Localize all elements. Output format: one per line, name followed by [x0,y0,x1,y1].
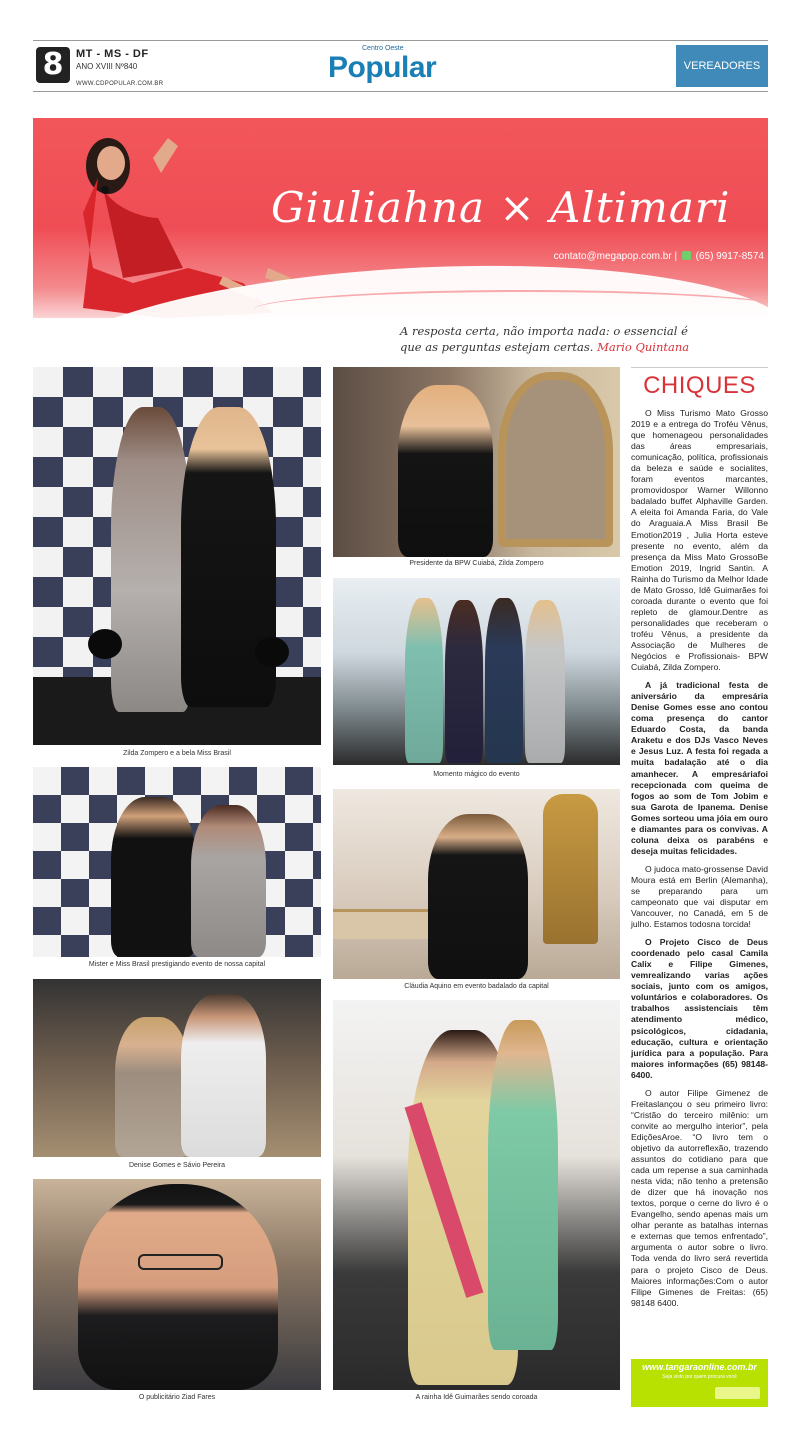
column-paragraph: O Projeto Cisco de Deus coordenado pelo casal Camila Calix e Filipe Gimenes, vemrealizando varias ações sociais, junto com os amigos, voluntários e colaboradores. Os trabalhos assistenciais têm atendimento médico, psicológicos, cidadania, educação, cultura e orientação jurídica para a população. Para maiores informações (65) 98148-6400. [631,937,768,1080]
columnist-name: Giuliahna × Altimari [271,183,731,232]
spotlight [88,629,122,659]
photo-caption: Momento mágico do evento [433,771,520,778]
photo-caption: O publicitário Ziad Fares [138,1394,216,1401]
figure-claudia [428,814,528,979]
masthead [33,40,768,92]
figure-ziad [78,1184,278,1390]
glasses [138,1254,223,1270]
photo-mister-miss-brasil[interactable] [33,767,321,957]
edition-label: ANO XVIII Nº840 [76,62,138,71]
contact-email[interactable]: contato@megapop.com.br [553,251,672,262]
quote-author: Mario Quintana [597,340,690,354]
section-tab[interactable]: VEREADORES [676,45,768,87]
page-number: 8 [36,47,70,83]
contact-phone[interactable]: (65) 9917-8574 [695,251,764,262]
figure-miss [445,600,483,763]
whatsapp-icon [682,251,691,260]
quote-text: A resposta certa, não importa nada: o essencial é que as perguntas estejam certas. [400,324,688,354]
website-link[interactable]: WWW.CDPOPULAR.COM.BR [76,81,164,87]
photo-caption: Cláudia Aquino em evento badalado da capital [404,983,549,990]
photo-zilda-miss-brasil[interactable] [33,367,321,745]
photo-coronation[interactable] [333,1000,620,1390]
photo-caption: A rainha Idê Guimarães sendo coroada [415,1394,538,1401]
column-banner [33,118,768,318]
table [333,909,433,939]
newspaper-logo[interactable] [328,45,458,85]
region-label: MT - MS - DF [76,48,149,60]
column-paragraph: O judoca mato-grossense David Moura está em Berlin (Alemanha), se preparando para um campeonato que vai disputar em Vancouver, no Canadá, em 5 de julho. Estamos todosna torcida! [631,863,768,930]
figure-mister [111,797,196,957]
photo-bpw-president[interactable] [333,367,620,557]
figure-miss [525,600,565,763]
figure-miss [485,598,523,763]
column-paragraph: O Miss Turismo Mato Grosso 2019 e a entrega do Troféu Vênus, que homenageou personalidades das áreas empresariais, comunicação, política, profissionais da beleza e saúde e socialites, foram eventos marcantes, promovidospor Warner Willonno badalado buffet Alphaville Garden. A eleita foi Amanda Faria, do Vale do Araguaia.A Miss Brasil Be Emotion2019 , Julia Horta esteve presente no evento, além da presença da Miss Mato GrossoBe Emotion 2019, Ingrid Santin. A Rainha do Turismo da Melhor Idade de Mato Grosso, Idê Guimarães foi coroada durante o evento que foi repleto de glamour.Dentre as personalidades que receberam o troféu Vênus, a presidente da Associação de Mulheres de Negócios e Profissionais- BPW Cuiabá, Zilda Zompero. [631,408,768,673]
photo-caption: Denise Gomes e Sávio Pereira [128,1162,226,1169]
figure-miss [405,598,443,763]
figure-miss [488,1020,558,1350]
mirror-frame [498,372,613,547]
figure-miss [191,805,266,957]
spotlight [255,637,289,667]
golden-vase [543,794,598,944]
logo-subtitle: Centro Oeste [362,45,404,52]
advertisement[interactable] [631,1359,768,1407]
figure-miss [111,407,191,712]
figure-denise [115,1017,190,1157]
column-title: CHIQUES [631,367,768,408]
social-column [631,367,768,1316]
photo-caption: Zilda Zompero e a bela Miss Brasil [123,750,231,757]
photo-claudia-aquino[interactable] [333,789,620,979]
figure-savio [181,994,266,1157]
ad-logo [715,1387,760,1399]
column-paragraph: O autor Filipe Gimenez de Freitaslançou o seu primeiro livro: “Cristão do terceiro milênio: um convite ao mergulho interior”, pela EdiçõesAroe. “O livro tem o objetivo da autorreflexão, trazendo assuntos do cotidiano para que cada um repense a sua caminhada nesta vida; não tenho a pretensão de dizer que há inovação nos textos, porque o cerne do livro é o Evangelho, sendo apenas mais um olhar perante as batalhas internas e externas que temos enfrentado”, argumenta o autor sobre o livro. Toda venda do livro será revertida para o projeto Cisco de Deus. Maiores informações:Com o autor Filipe Gimenes de Freitas: (65) 98148 6400. [631,1087,768,1308]
contact-info: contato@megapop.com.br | (65) 9917-8574 [553,251,764,262]
photo-caption: Mister e Miss Brasil prestigiando evento de nossa capital [88,961,266,968]
photo-denise-savio[interactable] [33,979,321,1157]
figure-zilda [398,385,493,557]
ad-tagline: Seja visto por quem procura você [662,1374,737,1380]
photo-magic-moment[interactable] [333,578,620,765]
photo-ziad-fares[interactable] [33,1179,321,1390]
logo-text: Popular [328,51,437,84]
ad-url[interactable]: www.tangaraonline.com.br [642,1362,757,1372]
epigraph-quote [400,323,700,355]
column-paragraph: A já tradicional festa de aniversário da empresária Denise Gomes esse ano contou coma presença do cantor Eduardo Costa, da banda Araketu e dos DJs Vasco Neves e Jesus Luz. A festa foi regada a muita badalação até o dia amanhecer. A empresáriafoi recepcionada com queima de fogos ao som de Tom Jobim e sua Garota de Ipanema. Denise Gomes sorteou uma jóia em ouro e diamantes para os convivas. A coluna deixa os parabéns e deseja muitas felicidades. [631,680,768,856]
photo-caption: Presidente da BPW Cuiabá, Zilda Zompero [409,560,544,567]
